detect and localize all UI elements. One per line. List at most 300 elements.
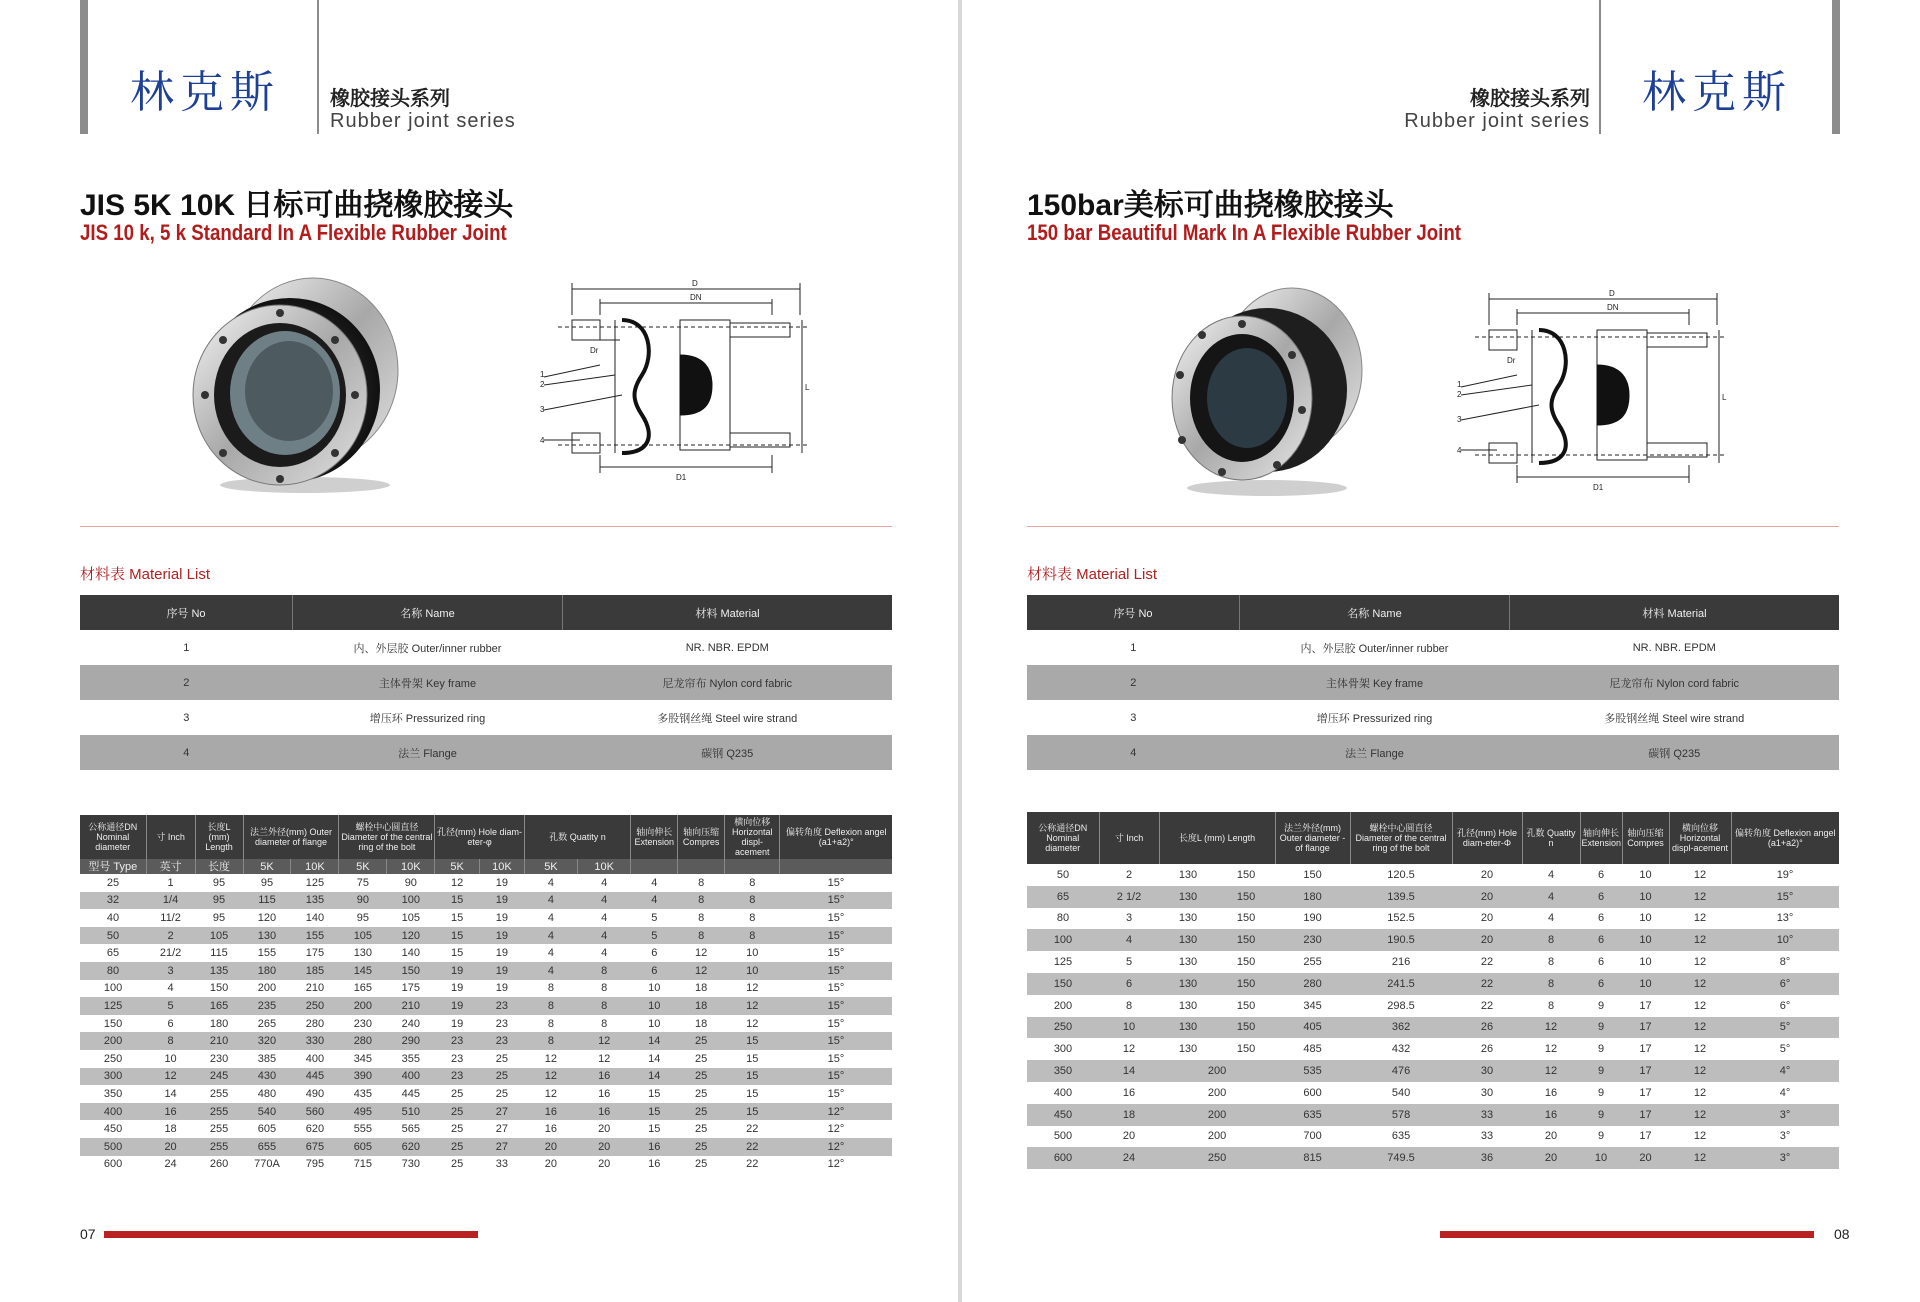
callout-1: 1: [540, 370, 545, 379]
table-cell: 27: [480, 1138, 525, 1156]
table-cell: 15: [435, 892, 480, 910]
spec-header-horizontal: 横向位移 Horizontal displ-acement: [1669, 812, 1731, 864]
table-cell: 9: [1597, 1043, 1605, 1056]
table-cell: 620: [387, 1138, 435, 1156]
table-cell: 8: [1522, 929, 1580, 951]
table-cell: 22: [1480, 956, 1494, 969]
spec-table: [80, 815, 892, 1173]
table-cell: 3°: [1731, 1147, 1839, 1169]
table-cell: 290: [387, 1032, 435, 1050]
table-cell: 10: [1622, 886, 1669, 908]
table-cell: 8: [578, 997, 631, 1015]
table-cell: 200: [1207, 1086, 1227, 1099]
table-cell: 600: [1303, 1086, 1322, 1099]
material-header-no: 序号 No: [80, 595, 293, 630]
table-cell: 445: [401, 1087, 420, 1100]
table-cell: 6: [1597, 912, 1605, 925]
drawing-label-d: D: [692, 279, 698, 288]
table-row: [80, 1015, 892, 1033]
page-number: 07: [80, 1226, 96, 1242]
table-cell: 185: [291, 962, 339, 980]
table-cell: 14: [164, 1087, 177, 1100]
table-cell: 150: [103, 1017, 123, 1030]
table-cell: 3°: [1731, 1104, 1839, 1126]
table-cell: 17: [1639, 1130, 1652, 1143]
table-cell: 19: [495, 982, 509, 995]
table-cell: 15°: [780, 1032, 892, 1050]
table-cell: 18: [695, 1017, 708, 1030]
table-cell: 490: [305, 1087, 325, 1100]
table-cell: NR. NBR. EPDM: [1632, 641, 1716, 654]
table-cell: 715: [353, 1158, 373, 1171]
series-title-en: Rubber joint series: [330, 110, 516, 132]
table-cell: 17: [1639, 1043, 1652, 1056]
table-cell: 155: [257, 947, 277, 960]
table-cell: 150: [1236, 999, 1256, 1012]
table-row: [80, 665, 892, 700]
table-cell: 655: [243, 1138, 291, 1156]
table-cell: 4°: [1779, 1086, 1791, 1099]
table-cell: 12: [578, 1032, 631, 1050]
table-cell: 10: [1099, 1017, 1159, 1039]
table-cell: 120: [257, 911, 277, 924]
table-cell: 增压环 Pressurized ring: [1316, 712, 1433, 725]
table-cell: 560: [291, 1103, 339, 1121]
spec-subheader: 型号 Type: [80, 859, 146, 874]
header-bar: [80, 0, 88, 134]
table-cell: 23: [495, 1017, 509, 1030]
table-cell: 190.5: [1350, 929, 1452, 951]
table-cell: 12: [1693, 1086, 1707, 1099]
table-cell: 10: [1580, 1147, 1622, 1169]
table-cell: 12: [1693, 912, 1707, 925]
table-cell: 2 1/2: [1099, 886, 1159, 908]
material-table: [1027, 595, 1839, 770]
table-cell: 120: [387, 927, 435, 945]
table-cell: 130: [243, 927, 291, 945]
table-cell: 25: [435, 1103, 480, 1121]
table-cell: 25: [106, 876, 120, 889]
table-cell: 15: [451, 911, 464, 924]
table-cell: 6: [1580, 886, 1622, 908]
table-row: [80, 997, 892, 1015]
table-cell: 605: [339, 1138, 387, 1156]
table-cell: 476: [1350, 1060, 1452, 1082]
table-cell: 8: [678, 892, 725, 910]
table-cell: 230: [209, 1052, 229, 1065]
table-cell: 600: [1027, 1147, 1099, 1169]
table-cell: 150: [1217, 973, 1275, 995]
table-cell: 12: [1544, 1043, 1558, 1056]
material-header-no: 序号 No: [1027, 595, 1240, 630]
table-cell: 15: [451, 947, 464, 960]
callout-4: 4: [1457, 446, 1462, 455]
table-cell: 16: [598, 1087, 611, 1100]
table-cell: 95: [260, 876, 274, 889]
table-cell: 19: [480, 892, 525, 910]
table-cell: 65: [106, 947, 120, 960]
table-cell: 330: [291, 1032, 339, 1050]
table-cell: 6: [167, 1017, 174, 1030]
table-cell: 400: [80, 1103, 146, 1121]
table-cell: 4: [1522, 886, 1580, 908]
table-cell: 540: [1391, 1086, 1411, 1099]
drawing-label-d1: D1: [676, 473, 687, 482]
table-cell: 6: [1580, 973, 1622, 995]
spec-subheader: 5K: [243, 859, 291, 874]
table-cell: 24: [164, 1158, 177, 1171]
table-cell: 255: [209, 1123, 229, 1136]
table-cell: 5: [146, 997, 195, 1015]
table-cell: 175: [401, 982, 420, 995]
spec-subheader: 10K: [578, 859, 631, 874]
table-cell: 15°: [827, 947, 845, 960]
table-cell: 12: [146, 1068, 195, 1086]
table-cell: 8: [1522, 973, 1580, 995]
table-cell: 15: [725, 1032, 780, 1050]
table-cell: 6°: [1779, 999, 1791, 1012]
table-cell: 8: [601, 1017, 608, 1030]
table-cell: 730: [401, 1158, 420, 1171]
table-cell: 115: [210, 947, 228, 960]
table-cell: 12: [1669, 973, 1731, 995]
table-cell: 15: [746, 1052, 759, 1065]
table-cell: 4: [601, 947, 608, 960]
table-cell: 4: [601, 876, 608, 889]
table-cell: 25: [495, 1052, 509, 1065]
table-cell: 10: [648, 982, 661, 995]
table-cell: 12: [695, 947, 708, 960]
table-cell: 26: [1480, 1043, 1494, 1056]
table-cell: 内、外层胶 Outer/inner rubber: [1300, 642, 1449, 655]
table-cell: 12: [1693, 1043, 1707, 1056]
table-cell: 20: [1452, 886, 1522, 908]
table-cell: 8: [1547, 999, 1555, 1012]
spec-subheader: 10K: [480, 859, 525, 874]
table-cell: 26: [1452, 1017, 1522, 1039]
table-cell: 100: [387, 892, 435, 910]
table-cell: 15°: [827, 1052, 845, 1065]
table-cell: 12: [725, 997, 780, 1015]
table-cell: 17: [1622, 1017, 1669, 1039]
table-cell: 15: [648, 1123, 661, 1136]
table-cell: 140: [305, 911, 325, 924]
table-cell: 600: [103, 1158, 123, 1171]
table-cell: 298.5: [1387, 999, 1415, 1012]
table-cell: 17: [1622, 1104, 1669, 1126]
table-cell: 210: [387, 997, 435, 1015]
table-cell: 555: [353, 1123, 373, 1136]
table-cell: 4: [1099, 929, 1159, 951]
table-cell: 36: [1452, 1147, 1522, 1169]
table-cell: 95: [212, 911, 226, 924]
drawing-label-d1: D1: [1593, 483, 1604, 492]
table-cell: 27: [480, 1103, 525, 1121]
table-cell: 250: [1159, 1147, 1275, 1169]
table-cell: 20: [146, 1138, 195, 1156]
table-cell: 1: [1130, 641, 1137, 654]
table-row: [80, 909, 892, 927]
table-cell: 12°: [827, 1158, 845, 1171]
table-row: [80, 1138, 892, 1156]
table-cell: 16: [578, 1068, 631, 1086]
table-cell: 400: [305, 1052, 325, 1065]
table-cell: 230: [1275, 929, 1350, 951]
spec-header-hole-diameter: 孔径(mm) Hole diam-eter-φ: [435, 815, 525, 859]
spec-subheader: [631, 859, 678, 874]
spec-header-hole-diameter: 孔径(mm) Hole diam-eter-Φ: [1452, 812, 1522, 864]
table-cell: 18: [695, 982, 708, 995]
table-cell: 50: [1056, 868, 1070, 881]
table-cell: 11/2: [160, 911, 181, 924]
table-cell: 200: [257, 982, 277, 995]
spec-header-horizontal: 横向位移 Horizontal displ-acement: [725, 815, 780, 859]
table-cell: 20: [1122, 1130, 1136, 1143]
table-cell: 8: [678, 927, 725, 945]
callout-3: 3: [540, 405, 545, 414]
spec-header-hole-count: 孔数 Quatity n: [524, 815, 631, 859]
table-cell: 6: [1099, 973, 1159, 995]
header-divider: [1599, 0, 1601, 134]
table-cell: 350: [103, 1087, 123, 1100]
spec-subheader: 英寸: [146, 859, 195, 874]
table-cell: 605: [257, 1123, 277, 1136]
table-cell: 535: [1275, 1060, 1350, 1082]
table-cell: 19: [451, 1017, 464, 1030]
table-cell: 9: [1580, 1104, 1622, 1126]
material-header-row: [1027, 595, 1839, 630]
table-cell: 8: [1547, 956, 1555, 969]
table-cell: 12°: [780, 1103, 892, 1121]
table-cell: 540: [243, 1103, 291, 1121]
table-cell: 10: [648, 1017, 661, 1030]
table-cell: 180: [209, 1017, 229, 1030]
table-cell: 20: [578, 1138, 631, 1156]
table-cell: 20: [598, 1123, 611, 1136]
spec-subheader: 5K: [435, 859, 480, 874]
table-cell: 241.5: [1350, 973, 1452, 995]
table-cell: 25: [451, 1087, 464, 1100]
table-cell: 749.5: [1350, 1147, 1452, 1169]
table-cell: 105: [401, 911, 420, 924]
table-cell: 12: [1669, 1147, 1731, 1169]
table-cell: 30: [1452, 1060, 1522, 1082]
table-row: [80, 874, 892, 892]
table-cell: 16: [524, 1103, 577, 1121]
table-row: [80, 700, 892, 735]
product-title-cn: JIS 5K 10K 日标可曲挠橡胶接头: [80, 189, 514, 222]
product-title-en: JIS 10 k, 5 k Standard In A Flexible Rubber Joint: [80, 220, 507, 245]
table-cell: 150: [209, 982, 229, 995]
drawing-label-dn: DN: [1607, 303, 1619, 312]
table-cell: 尼龙帘布 Nylon cord fabric: [563, 665, 893, 700]
table-row: [1027, 665, 1839, 700]
table-cell: 19: [480, 962, 525, 980]
product-photo: [185, 275, 405, 495]
table-cell: 9: [1580, 1017, 1622, 1039]
table-cell: 3°: [1779, 1130, 1791, 1143]
table-cell: 210: [195, 1032, 243, 1050]
table-cell: 19: [495, 947, 509, 960]
table-cell: 2: [146, 927, 195, 945]
table-cell: 8: [524, 1032, 577, 1050]
table-cell: 25: [695, 1158, 708, 1171]
header-bar: [1832, 0, 1840, 134]
table-cell: 139.5: [1350, 886, 1452, 908]
table-cell: 主体骨架 Key frame: [1240, 665, 1510, 700]
table-cell: 165: [353, 982, 373, 995]
table-row: [80, 944, 892, 962]
table-cell: 75: [356, 876, 369, 889]
table-cell: 16: [578, 1103, 631, 1121]
table-cell: 23: [451, 1052, 464, 1065]
technical-drawing: [540, 275, 830, 490]
table-cell: 1: [183, 641, 190, 654]
table-cell: 4: [601, 911, 608, 924]
table-cell: 4: [578, 927, 631, 945]
table-cell: 5°: [1779, 1043, 1791, 1056]
table-cell: 25: [695, 1123, 708, 1136]
table-cell: 15°: [827, 982, 845, 995]
spec-subheader-row: [80, 859, 892, 874]
table-cell: 4: [631, 892, 678, 910]
table-cell: 15°: [780, 927, 892, 945]
table-cell: 8°: [1779, 956, 1791, 969]
spec-header-bolt-circle: 螺栓中心圆直径 Diameter of the central ring of the bolt: [1350, 812, 1452, 864]
table-cell: 25: [451, 1158, 464, 1171]
header-divider: [317, 0, 319, 134]
callout-4: 4: [540, 436, 545, 445]
table-cell: 130: [1178, 868, 1198, 881]
table-cell: 255: [209, 1087, 229, 1100]
table-cell: 4: [524, 927, 577, 945]
table-cell: 565: [401, 1123, 420, 1136]
table-cell: 12: [1669, 1060, 1731, 1082]
table-row: [80, 927, 892, 945]
table-cell: 150: [1217, 1017, 1275, 1039]
table-cell: 3: [1125, 912, 1133, 925]
spec-header-angle: 偏转角度 Deflexion angel (a1+a2)°: [1731, 812, 1839, 864]
spec-subheader: [678, 859, 725, 874]
callout-2: 2: [1457, 390, 1462, 399]
table-cell: 400: [1053, 1086, 1073, 1099]
table-row: [80, 1050, 892, 1068]
table-cell: 4: [1547, 868, 1555, 881]
brand-logo-text: 林克斯: [130, 67, 280, 118]
drawing-label-l: L: [805, 383, 810, 392]
table-cell: 10: [1639, 912, 1652, 925]
spec-header-inch: 寸 Inch: [1099, 812, 1159, 864]
table-cell: 15: [631, 1103, 678, 1121]
table-cell: 主体骨架 Key frame: [293, 665, 563, 700]
table-row: [1027, 908, 1839, 930]
material-header-material: 材料 Material: [1510, 595, 1840, 630]
table-cell: 27: [495, 1123, 509, 1136]
table-cell: 150: [1236, 912, 1256, 925]
table-cell: 15: [725, 1103, 780, 1121]
table-cell: 17: [1639, 999, 1652, 1012]
table-row: [1027, 700, 1839, 735]
table-cell: 320: [243, 1032, 291, 1050]
table-cell: 150: [1027, 973, 1099, 995]
series-title-cn: 橡胶接头系列: [330, 88, 450, 110]
table-cell: 8: [547, 1017, 554, 1030]
spec-subheader: 5K: [524, 859, 577, 874]
table-cell: 18: [1099, 1104, 1159, 1126]
table-cell: 10: [1622, 973, 1669, 995]
table-cell: 5: [651, 911, 658, 924]
table-cell: NR. NBR. EPDM: [685, 641, 769, 654]
table-cell: 280: [305, 1017, 325, 1030]
table-cell: 4: [1027, 735, 1240, 770]
table-cell: 20: [1622, 1147, 1669, 1169]
table-cell: 增压环 Pressurized ring: [369, 712, 486, 725]
table-cell: 15°: [1731, 886, 1839, 908]
table-cell: 13°: [1776, 912, 1794, 925]
table-cell: 815: [1275, 1147, 1350, 1169]
table-row: [1027, 995, 1839, 1017]
product-photo: [1152, 280, 1372, 500]
table-cell: 105: [195, 927, 243, 945]
table-cell: 4: [547, 947, 554, 960]
table-cell: 795: [305, 1158, 325, 1171]
table-cell: 485: [1303, 1043, 1322, 1056]
table-cell: 1: [167, 876, 174, 889]
table-cell: 14: [648, 1052, 661, 1065]
table-cell: 4: [547, 911, 554, 924]
table-cell: 250: [103, 1052, 123, 1065]
table-row: [1027, 1017, 1839, 1039]
table-cell: 120.5: [1387, 868, 1415, 881]
table-cell: 150: [1303, 868, 1322, 881]
table-row: [1027, 929, 1839, 951]
table-cell: 25: [678, 1103, 725, 1121]
table-cell: 23: [480, 997, 525, 1015]
section-divider: [1027, 526, 1839, 527]
table-cell: 17: [1622, 1060, 1669, 1082]
table-cell: 95: [356, 911, 369, 924]
table-cell: 432: [1391, 1043, 1411, 1056]
technical-drawing: [1457, 285, 1747, 500]
table-cell: 635: [1275, 1104, 1350, 1126]
table-cell: 130: [1159, 929, 1217, 951]
table-cell: 23: [480, 1032, 525, 1050]
table-cell: 445: [291, 1068, 339, 1086]
table-cell: 100: [1027, 929, 1099, 951]
spec-subheader: 5K: [339, 859, 387, 874]
table-cell: 15°: [827, 1087, 845, 1100]
section-divider: [80, 526, 892, 527]
table-cell: 4: [524, 892, 577, 910]
table-cell: 25: [678, 1068, 725, 1086]
table-cell: 150: [1217, 929, 1275, 951]
table-cell: 280: [1275, 973, 1350, 995]
table-cell: 8: [725, 892, 780, 910]
table-row: [1027, 886, 1839, 908]
table-cell: 12: [1693, 868, 1707, 881]
table-row: [80, 1032, 892, 1050]
table-cell: 115: [243, 892, 291, 910]
table-cell: 240: [401, 1017, 420, 1030]
table-cell: 150: [1236, 1043, 1256, 1056]
table-cell: 265: [257, 1017, 277, 1030]
table-cell: 150: [1236, 868, 1256, 881]
table-cell: 450: [1027, 1104, 1099, 1126]
table-cell: 175: [305, 947, 325, 960]
table-cell: 450: [103, 1123, 123, 1136]
table-cell: 18: [164, 1123, 177, 1136]
spec-subheader: 长度: [195, 859, 243, 874]
